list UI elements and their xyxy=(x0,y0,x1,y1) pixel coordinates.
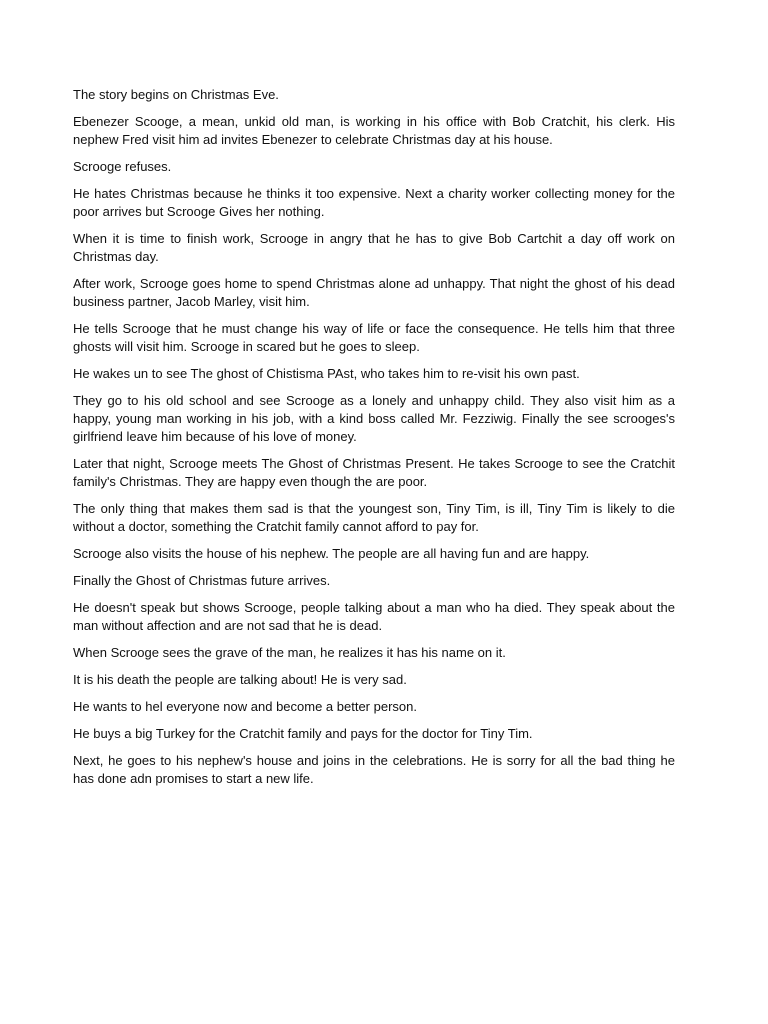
paragraph-14: He doesn't speak but shows Scrooge, people talking about a man who ha died. They speak about the man without affection and are not sad that he is dead. xyxy=(73,600,675,633)
paragraph-12: Scrooge also visits the house of his nephew. The people are all having fun and are happy. xyxy=(73,546,590,561)
paragraph-7: He tells Scrooge that he must change his way of life or face the consequence. He tells him that three ghosts will visit him. Scrooge in scared but he goes to sleep. xyxy=(73,321,675,354)
paragraph-8: He wakes un to see The ghost of Chistisma PAst, who takes him to re-visit his own past. xyxy=(73,366,580,381)
paragraph-11: The only thing that makes them sad is that the youngest son, Tiny Tim, is ill, Tiny Tim is likely to die without a doctor, something the Cratchit family cannot afford to pay for. xyxy=(73,501,675,534)
paragraph-13: Finally the Ghost of Christmas future arrives. xyxy=(73,573,331,588)
paragraph-18: He buys a big Turkey for the Cratchit family and pays for the doctor for Tiny Tim. xyxy=(73,726,533,741)
paragraph-3: Scrooge refuses. xyxy=(73,159,172,174)
paragraph-1: The story begins on Christmas Eve. xyxy=(73,87,279,102)
paragraph-5: When it is time to finish work, Scrooge in angry that he has to give Bob Cartchit a day off work on Christmas day. xyxy=(73,231,675,264)
paragraph-19: Next, he goes to his nephew's house and joins in the celebrations. He is sorry for all the bad thing he has done adn promises to start a new life. xyxy=(73,753,675,786)
paragraph-15: When Scrooge sees the grave of the man, he realizes it has his name on it. xyxy=(73,645,506,660)
paragraph-10: Later that night, Scrooge meets The Ghost of Christmas Present. He takes Scrooge to see the Cratchit family's Christmas. They are happy even though the are poor. xyxy=(73,456,675,489)
paragraph-2: Ebenezer Scooge, a mean, unkid old man, is working in his office with Bob Cratchit, his clerk. His nephew Fred visit him ad invites Ebenezer to celebrate Christmas day at his house. xyxy=(73,114,675,147)
paragraph-6: After work, Scrooge goes home to spend Christmas alone ad unhappy. That night the ghost of his dead business partner, Jacob Marley, visit him. xyxy=(73,276,675,309)
document-body xyxy=(73,86,675,797)
paragraph-4: He hates Christmas because he thinks it too expensive. Next a charity worker collecting money for the poor arrives but Scrooge Gives her nothing. xyxy=(73,186,675,219)
paragraph-17: He wants to hel everyone now and become a better person. xyxy=(73,699,417,714)
paragraph-16: It is his death the people are talking about! He is very sad. xyxy=(73,672,407,687)
paragraph-9: They go to his old school and see Scrooge as a lonely and unhappy child. They also visit him as a happy, young man working in his job, with a kind boss called Mr. Fezziwig. Finally the see scrooges's girlfriend leave him because of his love of money. xyxy=(73,393,675,444)
